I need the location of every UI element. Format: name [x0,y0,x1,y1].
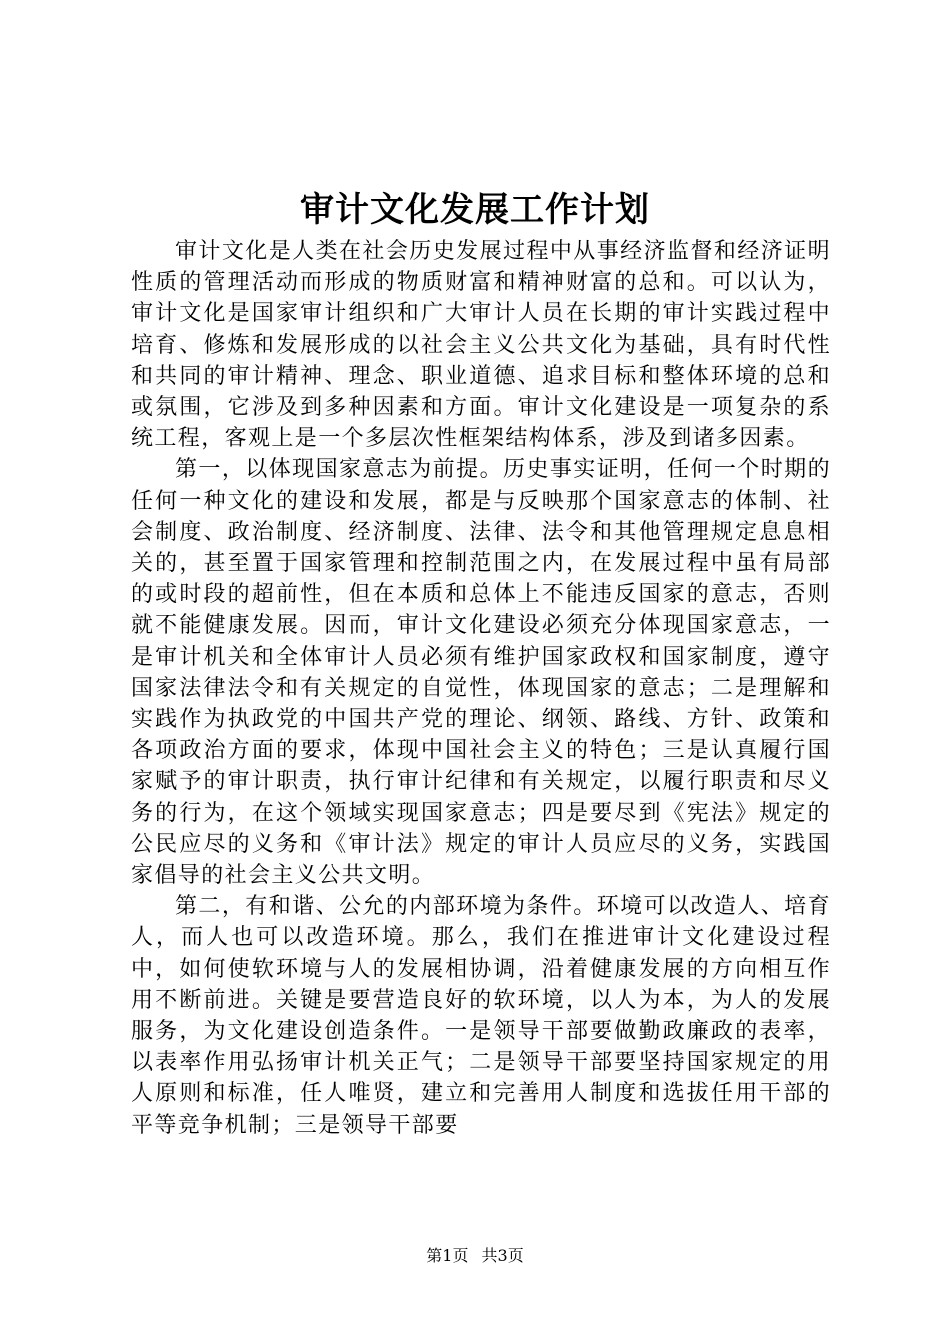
paragraph-second-point: 第二，有和谐、公允的内部环境为条件。环境可以改造人、培育人，而人也可以改造环境。那么，我们在推进审计文化建设过程中，如何使软环境与人的发展相协调，沿着健康发展的方向相互作用不断前进。关键是要营造良好的软环境，以人为本，为人的发展服务，为文化建设创造条件。一是领导干部要做勤政廉政的表率，以表率作用弘扬审计机关正气；二是领导干部要坚持国家规定的用人原则和标准，任人唯贤，建立和完善用人制度和选拔任用干部的平等竞争机制；三是领导干部要 [131,894,831,1138]
page-title: 审计文化发展工作计划 [300,190,650,230]
page-number-current: 第1页 [426,1246,469,1265]
paragraph-first-point: 第一，以体现国家意志为前提。历史事实证明，任何一个时期的任何一种文化的建设和发展，都是与反映那个国家意志的体制、社会制度、政治制度、经济制度、法律、法令和其他管理规定息息相关的，甚至置于国家管理和控制范围之内，在发展过程中虽有局部的或时段的超前性，但在本质和总体上不能违反国家的意志，否则就不能健康发展。因而，审计文化建设必须充分体现国家意志，一是审计机关和全体审计人员必须有维护国家政权和国家制度，遵守国家法律法令和有关规定的自觉性，体现国家的意志；二是理解和实践作为执政党的中国共产党的理论、纲领、路线、方针、政策和各项政治方面的要求，体现中国社会主义的特色；三是认真履行国家赋予的审计职责，执行审计纪律和有关规定，以履行职责和尽义务的行为，在这个领域实现国家意志；四是要尽到《宪法》规定的公民应尽的义务和《审计法》规定的审计人员应尽的义务，实践国家倡导的社会主义公共文明。 [131,457,831,889]
document-body [131,236,831,1141]
paragraph-intro: 审计文化是人类在社会历史发展过程中从事经济监督和经济证明性质的管理活动而形成的物质财富和精神财富的总和。可以认为，审计文化是国家审计组织和广大审计人员在长期的审计实践过程中培育、修炼和发展形成的以社会主义公共文化为基础，具有时代性和共同的审计精神、理念、职业道德、追求目标和整体环境的总和或氛围，它涉及到多种因素和方面。审计文化建设是一项复杂的系统工程，客观上是一个多层次性框架结构体系，涉及到诸多因素。 [131,239,831,452]
page-footer [0,1246,950,1266]
page-number-total: 共3页 [481,1246,524,1265]
